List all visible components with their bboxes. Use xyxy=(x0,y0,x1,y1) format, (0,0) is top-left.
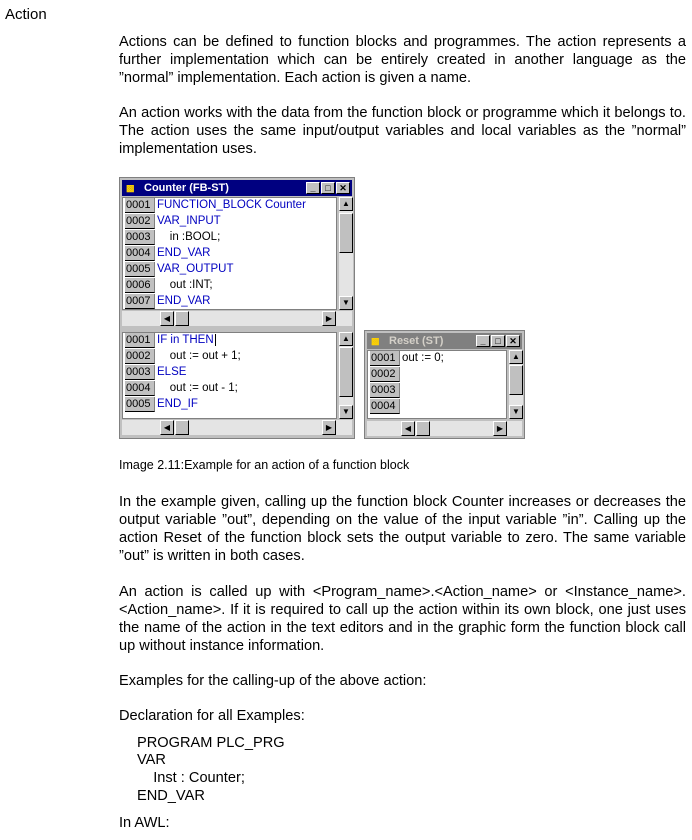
pane-splitter[interactable] xyxy=(122,327,352,331)
scroll-down-button[interactable]: ▼ xyxy=(339,296,353,310)
code-text: out := out - 1; xyxy=(157,382,238,394)
line-number: 0004 xyxy=(125,381,155,396)
editor-icon: ▩ xyxy=(126,183,135,193)
maximize-button[interactable]: □ xyxy=(321,182,335,194)
line-number: 0003 xyxy=(125,230,155,245)
scroll-up-button[interactable]: ▲ xyxy=(509,350,523,364)
declaration-code-line: PROGRAM PLC_PRG xyxy=(137,735,285,751)
code-text: END_IF xyxy=(157,398,198,410)
reset-hscrollbar[interactable] xyxy=(367,421,522,436)
intro-paragraph-2: An action works with the data from the function block or programme which it belongs to. The action uses the same input/output variables and local variables as the ”normal” implementation uses. xyxy=(119,105,686,157)
intro-paragraph-1: Actions can be defined to function blocks and programmes. The action represents a further implementation which can be entirely created in another language as the ”normal” implementation. Each action is given a name. xyxy=(119,34,686,86)
declaration-code-line: VAR xyxy=(137,752,166,768)
maximize-button[interactable]: □ xyxy=(491,335,505,347)
code-line xyxy=(370,383,402,399)
reset-code-pane[interactable] xyxy=(367,350,507,419)
counter-titlebar[interactable] xyxy=(122,180,352,196)
body-paragraph-2: An action is called up with <Program_name>.<Action_name> or <Instance_name>.<Action_name>. If it is required to call up the action within its own block, one just uses the name of the action in the text editors and in the graphic form the function block call up without instance information. xyxy=(119,584,686,654)
code-text: out := out + 1; xyxy=(157,350,241,362)
reset-window-title: Reset (ST) xyxy=(389,335,444,347)
code-text: out :INT; xyxy=(157,279,213,291)
code-line xyxy=(125,294,210,310)
awl-heading: In AWL: xyxy=(119,815,170,831)
line-number: 0002 xyxy=(370,367,400,382)
code-line xyxy=(125,349,241,365)
scroll-left-button[interactable]: ◀ xyxy=(160,420,174,435)
line-number: 0005 xyxy=(125,262,155,277)
scroll-thumb[interactable] xyxy=(416,421,430,436)
minimize-button[interactable]: _ xyxy=(476,335,490,347)
code-text: VAR_OUTPUT xyxy=(157,263,234,275)
reset-window xyxy=(364,330,525,439)
line-number: 0007 xyxy=(125,294,155,309)
line-number: 0001 xyxy=(125,198,155,213)
code-text: END_VAR xyxy=(157,247,211,259)
scroll-left-button[interactable]: ◀ xyxy=(160,311,174,326)
declaration-hscrollbar[interactable] xyxy=(122,311,352,326)
close-button[interactable]: ✕ xyxy=(506,335,520,347)
scroll-thumb[interactable] xyxy=(509,365,523,395)
code-line xyxy=(125,381,238,397)
scroll-thumb[interactable] xyxy=(175,311,189,326)
declaration-heading: Declaration for all Examples: xyxy=(119,708,305,724)
examples-heading: Examples for the calling-up of the above action: xyxy=(119,673,427,689)
scroll-down-button[interactable]: ▼ xyxy=(509,405,523,419)
line-number: 0001 xyxy=(125,333,155,348)
implementation-vscrollbar[interactable] xyxy=(338,332,353,419)
minimize-button[interactable]: _ xyxy=(306,182,320,194)
code-line xyxy=(125,397,198,413)
figure-caption: Image 2.11:Example for an action of a function block xyxy=(119,458,410,472)
code-line xyxy=(125,365,186,381)
code-text: out := 0; xyxy=(402,352,444,364)
line-number: 0002 xyxy=(125,214,155,229)
implementation-hscrollbar[interactable] xyxy=(122,420,352,435)
declaration-code-line: END_VAR xyxy=(137,788,205,804)
code-text: FUNCTION_BLOCK Counter xyxy=(157,199,306,211)
scroll-left-button[interactable]: ◀ xyxy=(401,421,415,436)
line-number: 0003 xyxy=(125,365,155,380)
declaration-code-line: Inst : Counter; xyxy=(137,770,245,786)
code-text: VAR_INPUT xyxy=(157,215,221,227)
scroll-right-button[interactable]: ▶ xyxy=(322,311,336,326)
line-number: 0001 xyxy=(370,351,400,366)
declaration-pane[interactable] xyxy=(122,197,337,310)
counter-window-title: Counter (FB-ST) xyxy=(144,182,229,194)
text-cursor xyxy=(215,334,216,346)
declaration-vscrollbar[interactable] xyxy=(338,197,353,310)
scroll-up-button[interactable]: ▲ xyxy=(339,332,353,346)
code-line xyxy=(125,230,220,246)
body-paragraph-1: In the example given, calling up the function block Counter increases or decreases the output variable ”out”, depending on the value of the input variable ”in”. Calling up the action Reset of the function block sets the output variable to zero. The same variable ”out” is written in both cases. xyxy=(119,494,686,564)
scroll-down-button[interactable]: ▼ xyxy=(339,405,353,419)
code-line xyxy=(125,246,210,262)
code-text: END_VAR xyxy=(157,295,211,307)
code-line xyxy=(370,351,444,367)
line-number: 0003 xyxy=(370,383,400,398)
scroll-thumb[interactable] xyxy=(175,420,189,435)
line-number: 0002 xyxy=(125,349,155,364)
code-line xyxy=(370,367,402,383)
line-number: 0006 xyxy=(125,278,155,293)
code-text: in :BOOL; xyxy=(157,231,221,243)
editor-icon: ▩ xyxy=(371,336,380,346)
scroll-up-button[interactable]: ▲ xyxy=(339,197,353,211)
counter-window xyxy=(119,177,355,439)
code-line xyxy=(370,399,402,415)
scroll-thumb[interactable] xyxy=(339,347,353,397)
scroll-right-button[interactable]: ▶ xyxy=(493,421,507,436)
reset-titlebar[interactable] xyxy=(367,333,522,349)
section-title: Action xyxy=(5,6,47,23)
scroll-right-button[interactable]: ▶ xyxy=(322,420,336,435)
code-line xyxy=(125,278,213,294)
code-line xyxy=(125,214,221,230)
line-number: 0004 xyxy=(125,246,155,261)
code-line xyxy=(125,198,306,214)
reset-vscrollbar[interactable] xyxy=(508,350,523,419)
code-line xyxy=(125,262,233,278)
line-number: 0005 xyxy=(125,397,155,412)
scroll-thumb[interactable] xyxy=(339,213,353,253)
code-text: ELSE xyxy=(157,366,187,378)
code-text: IF in THEN xyxy=(157,334,214,346)
implementation-pane[interactable] xyxy=(122,332,337,419)
close-button[interactable]: ✕ xyxy=(336,182,350,194)
line-number: 0004 xyxy=(370,399,400,414)
code-line xyxy=(125,333,216,349)
